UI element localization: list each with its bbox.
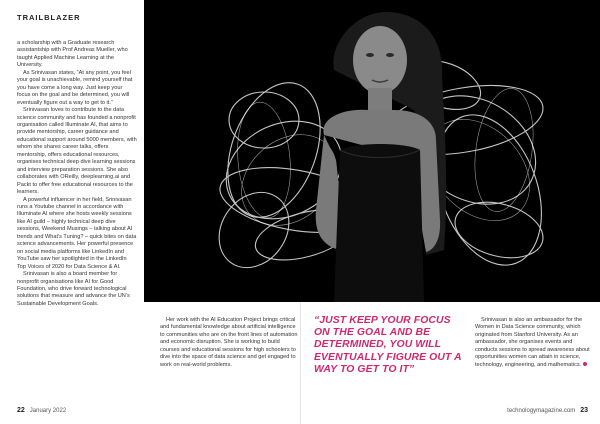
portrait-photo (144, 0, 600, 302)
section-tag: TRAILBLAZER (17, 13, 81, 22)
body-paragraph-text: Srinivasan is also an ambassador for the Women in Data Science community, which originated from Stanford University. As an ambassador, she organises events and conducts sessions to spread awareness about opportunities women can attain in science, technology, engineering, and mathematics. (475, 317, 590, 368)
footer-left (17, 407, 66, 414)
light-painting-portrait-illustration (144, 0, 600, 302)
left-text-column (17, 40, 137, 308)
page-number-right: 23 (580, 407, 588, 414)
body-paragraph: Her work with the AI Education Project brings critical and fundamental knowledge about artificial intelligence to communities who are on the front lines of automation and economic disruption. She is working to build courses and educational sessions for high schoolers to dive into the space of data science and get engaged to work on real-world problems. (160, 317, 298, 368)
middle-text-column (160, 317, 298, 369)
issue-date: January 2022 (29, 408, 67, 414)
site-url: technologymagazine.com (507, 408, 576, 414)
page-number-left: 22 (17, 407, 25, 414)
body-paragraph: A powerful influencer in her field, Srinivasan runs a Youtube channel in accordance with Illuminate AI where she hosts weekly sessions like AI guild – highly technical deep dive sessions, Weekend Musings – talking about AI trends and What’s Tuning? – quick bites on data science advancements. Her powerful presence on social media platforms like LinkedIn and YouTube saw her spotlighted in the LinkedIn Top Voices of 2020 for Data Science & AI. (17, 196, 137, 270)
body-paragraph: a scholarship with a Graduate research assistantship with Prof Andreas Mueller, who taught Applied Machine Learning at the University. (17, 40, 128, 69)
body-paragraph (475, 317, 590, 369)
footer-right (507, 407, 588, 414)
right-text-column (475, 317, 590, 369)
body-paragraph: Srinivasan is also a board member for nonprofit organisations like AI for Good Foundation, who drive forward technological solutions that measure and advance the UN’s Sustainable Development Goals. (17, 271, 130, 307)
body-paragraph: As Srinivasan states, “At any point, you feel your goal is unachievable, remind yourself that you have come a long way. Just keep your focus on the goal and be determined, you will eventually figure out a way to get to it.” (17, 69, 133, 106)
body-paragraph: Srinivasan loves to contribute to the data science community and has founded a nonprofit organisation called Illuminate AI, that aims to provide mentorship, career guidance and educational support around 5000 members, with whom she shares career talks, offers mentorship, offers educational resources, organises technical deep dive learning sessions and interview preparation sessions. She also collaborates with OReilly, deeplearning.ai and Packt to offer free educational resources to the learners. (17, 107, 137, 196)
pull-quote: “JUST KEEP YOUR FOCUS ON THE GOAL AND BE DETERMINED, YOU WILL EVENTUALLY FIGURE OUT A WAY TO GET TO IT” (314, 315, 462, 375)
article-end-mark-icon (583, 362, 587, 366)
